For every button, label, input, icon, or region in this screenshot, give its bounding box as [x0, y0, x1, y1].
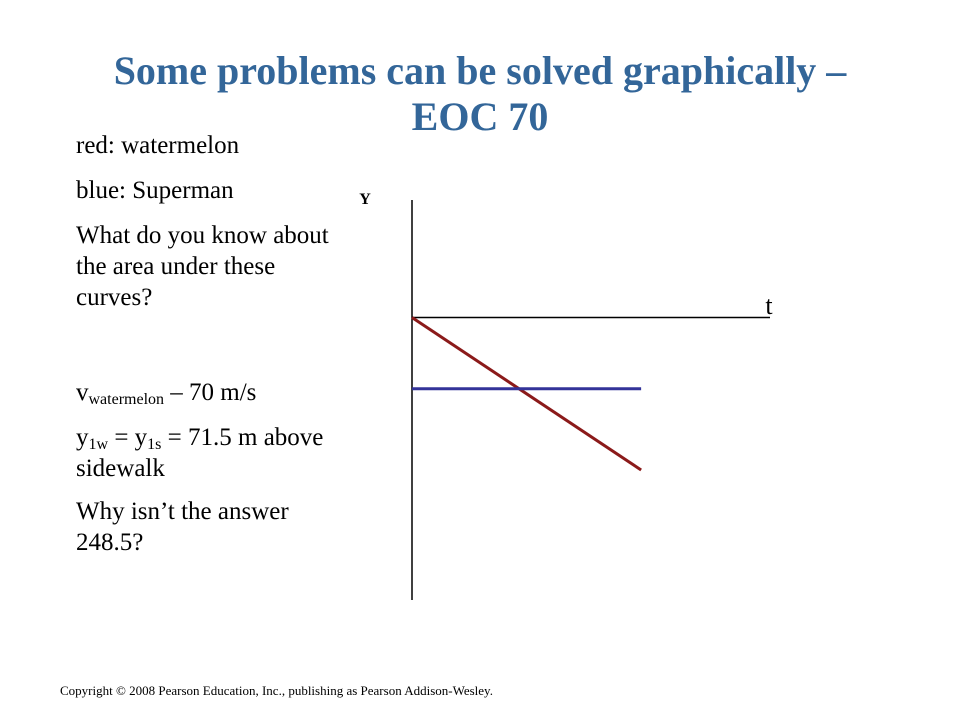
series-line-red: [412, 318, 641, 471]
legend-red-text: red: watermelon: [76, 132, 240, 159]
y1w-symbol: y: [76, 424, 89, 451]
legend-blue-text: blue: Superman: [76, 177, 234, 204]
velocity-symbol: v: [76, 379, 89, 406]
equals-y-text: = y: [108, 424, 148, 451]
y-axis-label: Y: [359, 191, 371, 208]
series-lines: [412, 318, 641, 471]
velocity-subscript: watermelon: [88, 391, 165, 408]
copyright-text: Copyright © 2008 Pearson Education, Inc., publishing as Pearson Addison-Wesley.: [60, 683, 493, 698]
y1w-subscript: 1w: [88, 436, 109, 453]
title-line-1: Some problems can be solved graphically –: [113, 48, 847, 93]
y1s-subscript: 1s: [147, 436, 162, 453]
x-axis-label: t: [765, 291, 773, 320]
velocity-value: – 70 m/s: [164, 379, 257, 406]
axes: [412, 200, 770, 600]
why-question: Why isn’t the answer 248.5?: [76, 498, 289, 556]
title-line-2: EOC 70: [411, 94, 549, 139]
question-text: What do you know about the area under these curves?: [76, 222, 329, 311]
position-value: = 71.5 m above sidewalk: [76, 424, 324, 482]
